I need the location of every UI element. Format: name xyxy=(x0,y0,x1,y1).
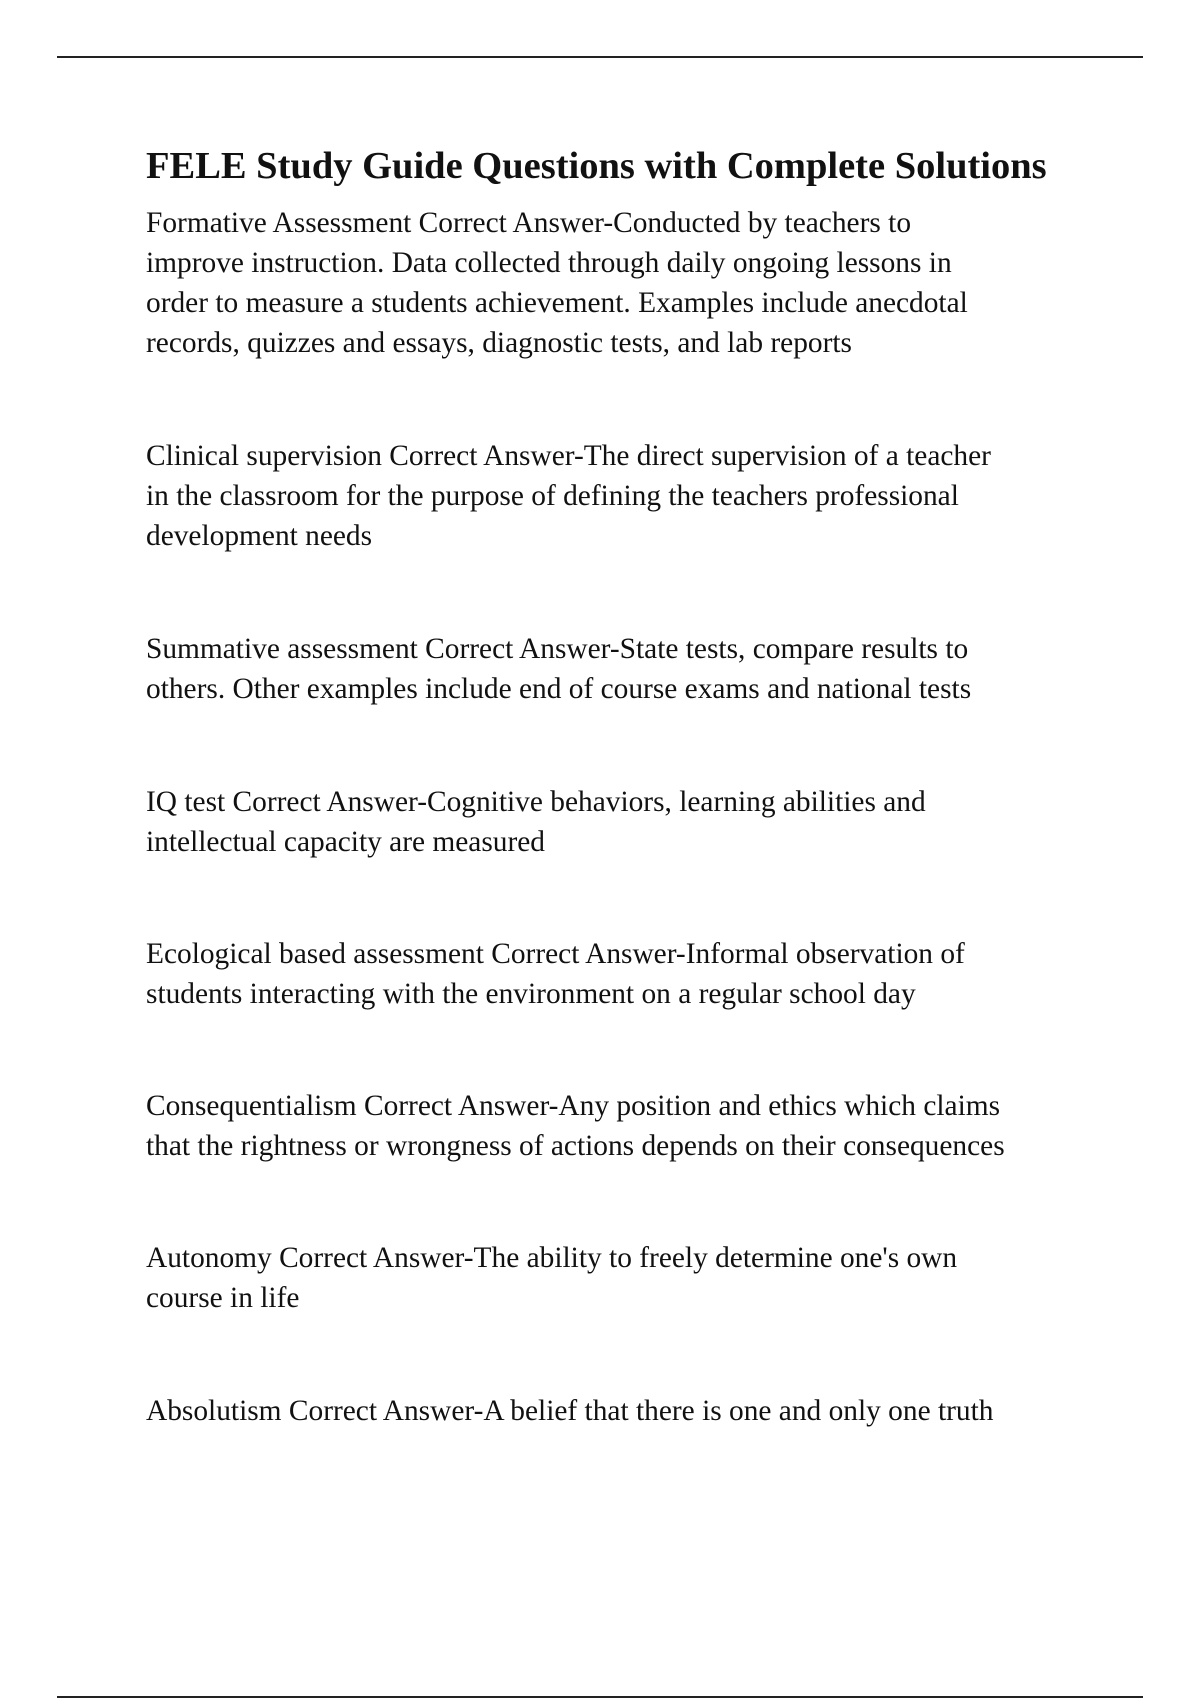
entry-line: development needs xyxy=(146,520,373,552)
entry-line: Summative assessment Correct Answer-State tests, compare results to xyxy=(146,633,969,665)
entry-line: IQ test Correct Answer-Cognitive behaviors, learning abilities and xyxy=(146,786,926,818)
entry-line: Ecological based assessment Correct Answer-Informal observation of xyxy=(146,938,965,970)
entry-line: that the rightness or wrongness of actions depends on their consequences xyxy=(146,1130,1005,1162)
entry-line: Consequentialism Correct Answer-Any position and ethics which claims xyxy=(146,1090,1001,1122)
entry-line: Formative Assessment Correct Answer-Conducted by teachers to xyxy=(146,207,912,239)
entry-line: intellectual capacity are measured xyxy=(146,826,545,858)
entry-consequentialism xyxy=(146,1086,1106,1166)
entry-line: order to measure a students achievement. Examples include anecdotal xyxy=(146,287,968,319)
entry-formative-assessment xyxy=(146,203,1106,363)
entry-line: in the classroom for the purpose of defining the teachers professional xyxy=(146,480,959,512)
entry-line: others. Other examples include end of course exams and national tests xyxy=(146,673,972,705)
footer-rule xyxy=(57,1696,1143,1698)
entry-autonomy xyxy=(146,1238,1106,1318)
entry-line: records, quizzes and essays, diagnostic tests, and lab reports xyxy=(146,327,852,359)
entry-iq-test xyxy=(146,782,1106,862)
entry-ecological-assessment xyxy=(146,934,1106,1014)
entry-summative-assessment xyxy=(146,629,1106,709)
entry-absolutism xyxy=(146,1391,1106,1431)
header-rule xyxy=(57,56,1143,58)
entry-line: Clinical supervision Correct Answer-The direct supervision of a teacher xyxy=(146,440,991,472)
entry-clinical-supervision xyxy=(146,436,1106,556)
entry-line: Absolutism Correct Answer-A belief that there is one and only one truth xyxy=(146,1395,994,1427)
document-title: FELE Study Guide Questions with Complete Solutions xyxy=(146,145,1047,187)
entry-line: improve instruction. Data collected through daily ongoing lessons in xyxy=(146,247,952,279)
entry-line: students interacting with the environment on a regular school day xyxy=(146,978,916,1010)
entry-line: Autonomy Correct Answer-The ability to freely determine one's own xyxy=(146,1242,958,1274)
document-body xyxy=(146,140,1106,1431)
entry-line: course in life xyxy=(146,1282,300,1314)
